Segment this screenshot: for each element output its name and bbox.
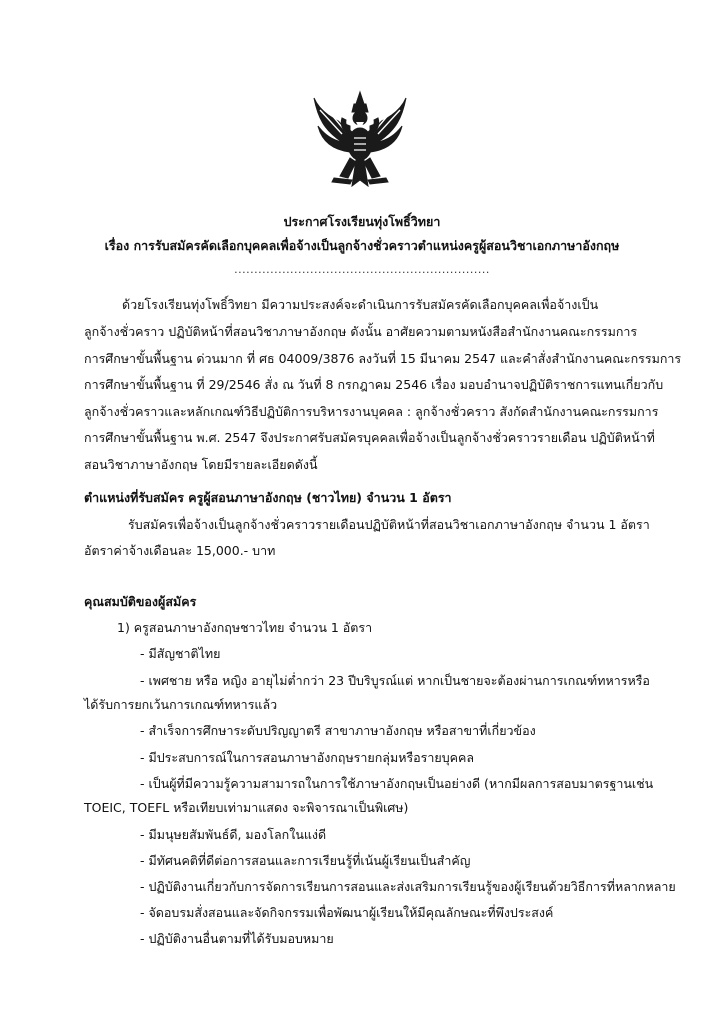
list-item: - จัดอบรมสั่งสอนและจัดกิจกรรมเพื่อพัฒนาผู้เรียนให้มีคุณลักษณะที่พึงประสงค์ xyxy=(140,905,554,920)
qualification-item: 1) ครูสอนภาษาอังกฤษชาวไทย จำนวน 1 อัตรา xyxy=(117,620,373,635)
announcement-subject: เรื่อง การรับสมัครคัดเลือกบุคคลเพื่อจ้างเป็นลูกจ้างชั่วคราวตำแหน่งครูผู้สอนวิชาเอกภาษาอังกฤษ xyxy=(104,238,620,253)
intro-line: ลูกจ้างชั่วคราว ปฏิบัติหน้าที่สอนวิชาภาษาอังกฤษ ดังนั้น อาศัยความตามหนังสือสำนักงานคณะกรรมการ xyxy=(84,324,638,339)
list-item: - มีทัศนคติที่ดีต่อการสอนและการเรียนรู้ที่เน้นผู้เรียนเป็นสำคัญ xyxy=(140,853,471,868)
list-item: TOEIC, TOEFL หรือเทียบเท่ามาแสดง จะพิจารณาเป็นพิเศษ) xyxy=(84,800,409,815)
list-item: - ปฏิบัติงานอื่นตามที่ได้รับมอบหมาย xyxy=(140,931,334,946)
intro-line: การศึกษาขั้นพื้นฐาน ด่วนมาก ที่ ศธ 04009/3876 ลงวันที่ 15 มีนาคม 2547 และคำสั่งสำนักงานคณะกรรมการ xyxy=(84,351,682,366)
list-item: - เป็นผู้ที่มีความรู้ความสามารถในการใช้ภาษาอังกฤษเป็นอย่างดี (หากมีผลการสอบมาตรฐานเช่น xyxy=(140,776,654,791)
intro-line: การศึกษาขั้นพื้นฐาน ที่ 29/2546 สั่ง ณ วันที่ 8 กรกฎาคม 2546 เรื่อง มอบอำนาจปฏิบัติราชการแทนเกี่ยวกับ xyxy=(84,377,664,392)
list-item: ได้รับการยกเว้นการเกณฑ์ทหารแล้ว xyxy=(84,697,278,712)
intro-line: ลูกจ้างชั่วคราวและหลักเกณฑ์วิธีปฏิบัติการบริหารงานบุคคล : ลูกจ้างชั่วคราว สังกัดสำนักงานคณะกรรมการ xyxy=(84,404,659,419)
list-item: - ปฏิบัติงานเกี่ยวกับการจัดการเรียนการสอนและส่งเสริมการเรียนรู้ของผู้เรียนด้วยวิธีการที่หลากหลาย xyxy=(140,879,676,894)
intro-line: การศึกษาขั้นพื้นฐาน พ.ศ. 2547 จึงประกาศรับสมัครบุคคลเพื่อจ้างเป็นลูกจ้างชั่วคราวรายเดือน ปฏิบัติหน้าที่ xyxy=(84,430,655,445)
salary-rate: อัตราค่าจ้างเดือนละ 15,000.- บาท xyxy=(84,543,276,558)
garuda-emblem-icon xyxy=(312,90,408,190)
intro-line: ด้วยโรงเรียนทุ่งโพธิ์วิทยา มีความประสงค์จะดำเนินการรับสมัครคัดเลือกบุคคลเพื่อจ้างเป็น xyxy=(122,297,599,312)
position-heading: ตำแหน่งที่รับสมัคร ครูผู้สอนภาษาอังกฤษ (ชาวไทย) จำนวน 1 อัตรา xyxy=(84,490,452,505)
title-separator: ................................................................ xyxy=(234,263,490,276)
position-description: รับสมัครเพื่อจ้างเป็นลูกจ้างชั่วคราวรายเดือนปฏิบัติหน้าที่สอนวิชาเอกภาษาอังกฤษ จำนวน 1 อัตรา xyxy=(128,517,650,532)
list-item: - มีประสบการณ์ในการสอนภาษาอังกฤษรายกลุ่มหรือรายบุคคล xyxy=(140,750,475,765)
list-item: - สำเร็จการศึกษาระดับปริญญาตรี สาขาภาษาอังกฤษ หรือสาขาที่เกี่ยวข้อง xyxy=(140,723,536,738)
intro-line: สอนวิชาภาษาอังกฤษ โดยมีรายละเอียดดังนี้ xyxy=(84,457,318,472)
list-item: - มีมนุษยสัมพันธ์ดี, มองโลกในแง่ดี xyxy=(140,827,327,842)
qualifications-heading: คุณสมบัติของผู้สมัคร xyxy=(84,594,197,609)
list-item: - เพศชาย หรือ หญิง อายุไม่ต่ำกว่า 23 ปีบริบูรณ์แต่ หากเป็นชายจะต้องผ่านการเกณฑ์ทหารหรือ xyxy=(140,673,650,688)
list-item: - มีสัญชาติไทย xyxy=(140,646,221,661)
announcement-title: ประกาศโรงเรียนทุ่งโพธิ์วิทยา xyxy=(283,214,441,229)
